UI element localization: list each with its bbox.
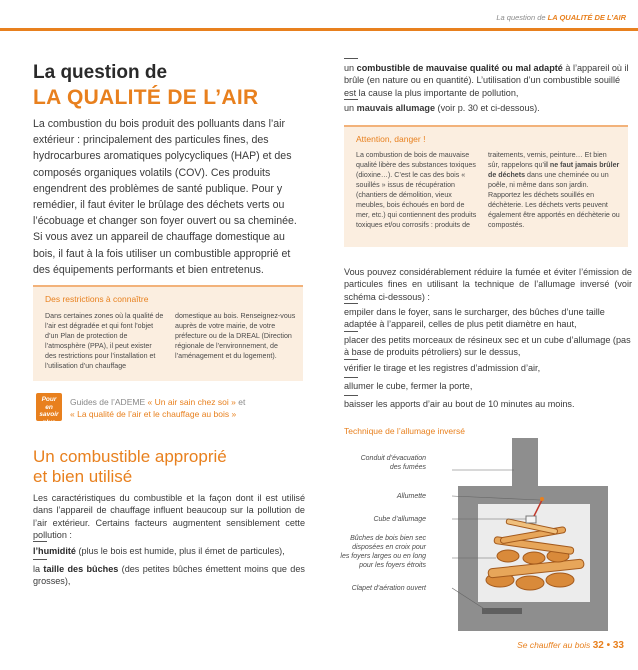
section-title-line2: et bien utilisé bbox=[33, 467, 133, 486]
bullet-dash bbox=[344, 359, 358, 360]
section-paragraph: Les caractéristiques du combustible et la façon dont il est utilisé dans l’appareil de chauffage influent beaucoup sur la pollution de l’air extérieur. Certains facteurs augmentent sensiblement cette pollution : bbox=[33, 493, 305, 541]
more-info-badge: Pour en savoir plus bbox=[36, 393, 62, 421]
diagram-caption: Technique de l’allumage inversé bbox=[344, 426, 465, 436]
bullet-dash bbox=[344, 58, 358, 59]
label-buches: Bûches de bois bien sec disposées en croix pour les foyers larges ou en long pour les foyers étroits bbox=[340, 535, 426, 569]
restrictions-col2: domestique au bois. Renseignez-vous auprès de votre mairie, de votre préfecture ou de la DREAL (Direction régionale de l’environnement, de l’aménagement et du logement). bbox=[175, 312, 296, 360]
air-vent bbox=[482, 608, 522, 614]
page-title-line2: LA QUALITÉ DE L’AIR bbox=[33, 86, 259, 109]
bullet-dash bbox=[33, 559, 47, 560]
label-allumette: Allumette bbox=[396, 493, 426, 500]
attention-col2: traitements, vernis, peinture… Et bien sûr, rappelons qu’il ne faut jamais brûler de déchets dans une cheminée ou un poêle, ni même dans son jardin. Rapportez les déchets souillés en déchèterie. Les déchets verts peuvent également être apportés en déchèterie ou compostés. bbox=[488, 151, 620, 229]
technique-intro: Vous pouvez considérablement réduire la fumée et éviter l’émission de particules fines en utilisant la technique de l’allumage inversé (voir schéma ci-dessous) : bbox=[344, 267, 632, 302]
step-5: baisser les apports d’air au bout de 10 minutes au moins. bbox=[344, 399, 575, 409]
attention-box bbox=[344, 125, 628, 247]
chimney-flue bbox=[512, 438, 538, 488]
guide-link-2[interactable]: « La qualité de l’air et le chauffage au bois » bbox=[70, 409, 237, 419]
step-1: empiler dans le foyer, sans le surcharger, des bûches d’une taille adaptée à l’appareil, celles de plus petit diamètre en haut, bbox=[344, 307, 605, 330]
section-title-line1: Un combustible approprié bbox=[33, 447, 227, 466]
page-title-line1: La question de bbox=[33, 62, 168, 83]
page-footer: Se chauffer au bois 32 • 33 bbox=[517, 640, 624, 651]
guide-link-1[interactable]: « Un air sain chez soi » bbox=[147, 397, 236, 407]
restrictions-title: Des restrictions à connaître bbox=[45, 294, 149, 304]
restrictions-col1: Dans certaines zones où la qualité de l’air est dégradée et qui font l’objet d’un Plan de protection de l’atmosphère (PPA), il peut exister des restrictions pour l’installation et l’utilisation d’un chauffage bbox=[45, 312, 164, 370]
bullet-allumage: un mauvais allumage (voir p. 30 et ci-dessous). bbox=[344, 103, 540, 113]
header-rule bbox=[0, 28, 638, 31]
label-conduit: Conduit d’évacuation des fumées bbox=[360, 455, 426, 471]
step-2: placer des petits morceaux de résineux sec et un cube d’allumage (pas à base de produits pétroliers) sur le dessus, bbox=[344, 335, 631, 358]
attention-title: Attention, danger ! bbox=[356, 134, 426, 144]
bullet-dash bbox=[344, 99, 358, 100]
label-cube: Cube d’allumage bbox=[373, 516, 426, 523]
bullet-dash bbox=[344, 303, 358, 304]
step-3: vérifier le tirage et les registres d’admission d’air, bbox=[344, 363, 541, 373]
step-4: allumer le cube, fermer la porte, bbox=[344, 381, 473, 391]
bullet-dash bbox=[33, 541, 47, 542]
guides-reference: Guides de l’ADEME « Un air sain chez soi » et « La qualité de l’air et le chauffage au bois » bbox=[70, 397, 246, 419]
bullet-combustible: un combustible de mauvaise qualité ou mal adapté à l’appareil où il brûle (en nature ou en quantité). L’utilisation d’un combustible souillé est la cause la plus importante de pollution, bbox=[344, 63, 629, 98]
bullet-dash bbox=[344, 377, 358, 378]
bullet-dash bbox=[344, 395, 358, 396]
bullet-humidite: l’humidité (plus le bois est humide, plus il émet de particules), bbox=[33, 546, 285, 556]
label-clapet: Clapet d’aération ouvert bbox=[351, 585, 426, 592]
fire-starter-cube bbox=[526, 516, 536, 523]
inverted-ignition-diagram bbox=[430, 438, 630, 638]
running-header: La question de LA QUALITÉ DE L’AIR bbox=[496, 13, 626, 22]
intro-paragraph: La combustion du bois produit des polluants dans l’air extérieur : principalement des particules fines, des hydrocarbures aromatiques polycycliques (HAP) et des composés organiques volatils (COV). Ces produits engendrent des problèmes de santé publique. Pour y remédier, il faut éviter le brûlage des déchets verts ou l’écobuage et changer son foyer ouvert ou sa cheminée. Si vous avez un appareil de chauffage domestique au bois, il faut à la fois utiliser un combustible approprié et des équipements performants et bien entretenus. bbox=[33, 118, 297, 276]
attention-col1: La combustion de bois de mauvaise qualité libère des substances toxiques (dioxine…). C’est le cas des bois « souillés » issus de récupération (chantiers de démolition, vieux meubles, bois échoués en bord de mer, etc.) qui contiennent des produits toxiques et/ou corrosifs : produits de bbox=[356, 151, 477, 229]
bullet-dash bbox=[344, 331, 358, 332]
restrictions-box bbox=[33, 285, 303, 381]
bullet-taille: la taille des bûches (des petites bûches émettent moins que des grosses), bbox=[33, 564, 305, 587]
